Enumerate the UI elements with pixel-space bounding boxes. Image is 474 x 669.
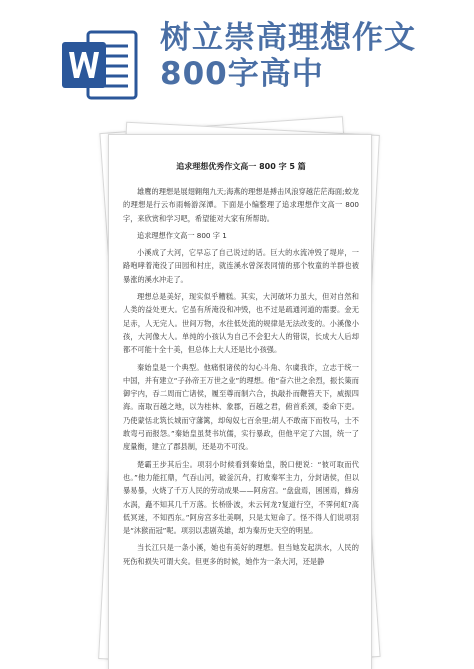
title-line-1: 树立崇高理想作文 — [160, 20, 416, 56]
document-body — [123, 161, 359, 572]
section-heading: 追求理想作文高一 800 字 1 — [137, 230, 227, 240]
document-preview — [108, 134, 372, 669]
paragraph: 当长江只是一条小溪，她也有美好的理想。但当她发起洪水，人民的死伤和损失可谓大矣。但更多的时候，她作为一条大河，还是静 — [123, 543, 359, 566]
word-document-icon — [60, 28, 138, 102]
paragraph: 小溪成了大河，它早忘了自己说过的话。巨大的水流冲毁了堤岸，一路咆哮着淹没了田园和村庄，就连溪水曾深表同情的那个牧童的羊群也被暴涨的溪水冲走了。 — [123, 248, 359, 284]
paragraph: 楚霸王步其后尘。项羽小时候看到秦始皇，脱口便说：“彼可取而代也。”他力能扛鼎，气吞山河，破釜沉舟，打败秦军主力，分封诸侯，但以暴易暴，火烧了千万人民的劳动成果——阿房宫。“盘盘焉，囷囷焉，蜂房水涡，矗不知其几千万落。长桥卧波，未云何龙?复道行空，不霁何虹?高低冥迷，不知西东。”阿房宫多壮美啊，只是太短命了。怪不得人们说项羽是“沐猴而冠”呢。项羽以悲剧英雄，却为秦历史天空的明星。 — [123, 459, 359, 536]
page-title — [160, 20, 460, 92]
paragraph-intro: 雄鹰的理想是展翅翱翔九天;海燕的理想是搏击风浪穿越茫茫海面;蛟龙的理想是行云布雨畅游深潭。下面是小编整理了追求理想作文高一 800 字，来欣赏和学习吧，希望能对大家有所帮助。 — [123, 187, 359, 223]
paragraph: 理想总是美好，现实似乎糟糕。其实，大河破坏力虽大，但对自然和人类的益处更大。它虽有所淹没和冲毁，也不过是疏通河道的需要。金无足赤，人无完人。世间万物，水往低处流的规律是无法改变的。小溪像小孩，大河像大人。单纯的小孩认为自己不会犯大人的错误，长成大人后却都不可能十全十美，但总体上大人还是比小孩强。 — [123, 292, 359, 355]
paragraph: 秦始皇是一个典型。他痛恨诸侯的勾心斗角、尔虞我诈，立志于统一中国，并有建立“子孙帝王万世之业”的理想。他“奋六世之余烈，振长策而御宇内，吞二周而亡诸侯，履至尊而制六合，执敲扑而鞭笞天下，威振四海。南取百越之地，以为桂林、象郡，百越之君，俯首系颈，委命下吏。乃使蒙恬北筑长城而守藩篱，却匈奴七百余里;胡人不敢南下而牧马，士不敢弯弓而报怨。”秦始皇虽焚书坑儒，实行暴政，但他平定了六国，统一了度量衡，建立了郡县制，还是功不可没。 — [123, 362, 359, 452]
title-line-2: 800字高中 — [160, 56, 324, 92]
document-title: 追求理想优秀作文高一 800 字 5 篇 — [176, 162, 306, 171]
